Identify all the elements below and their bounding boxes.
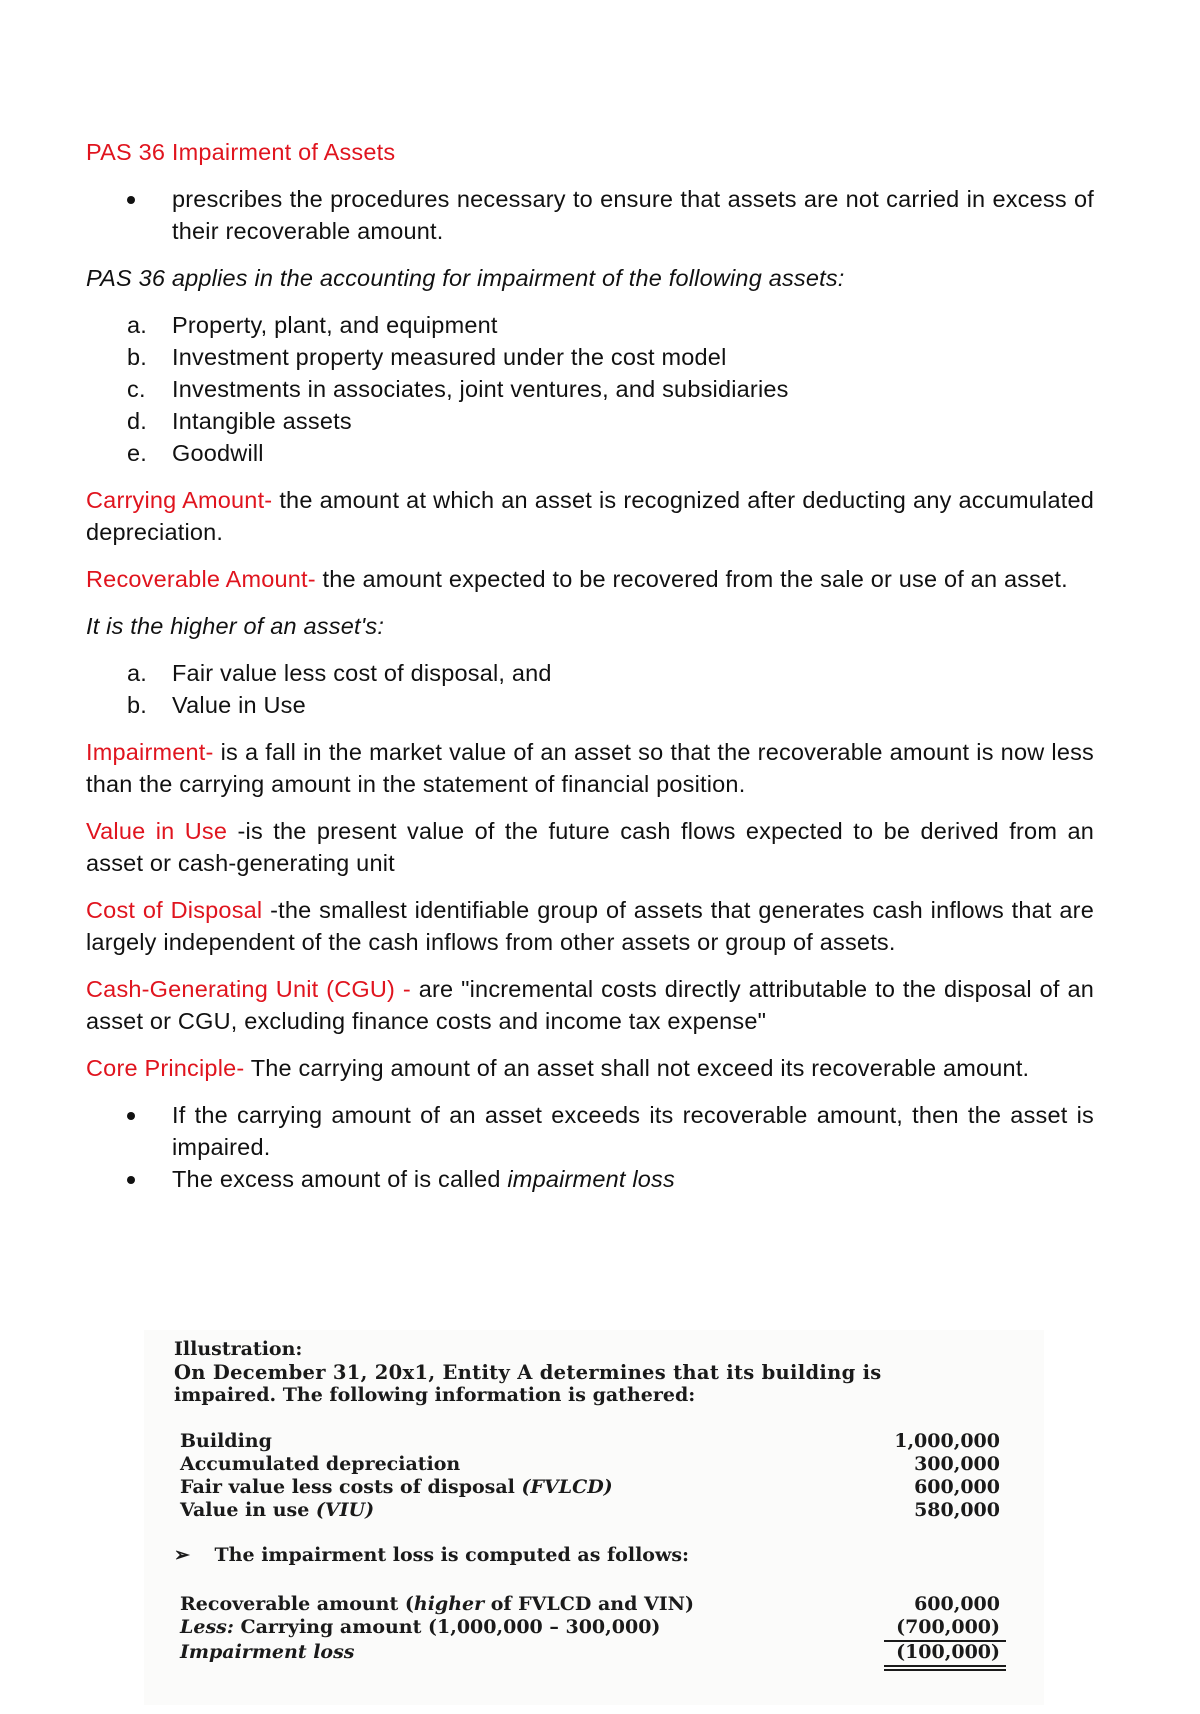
calc-value: (100,000) bbox=[896, 1641, 1000, 1663]
core-bullet-list bbox=[86, 1099, 1094, 1195]
list-marker: e. bbox=[127, 440, 147, 466]
list-marker: d. bbox=[127, 408, 147, 434]
definition-value-in-use bbox=[86, 815, 1094, 879]
arrow-bullet-icon: ➢ bbox=[174, 1544, 190, 1566]
term: Cash-Generating Unit (CGU) - bbox=[86, 976, 411, 1002]
info-row bbox=[180, 1453, 1000, 1476]
info-label: Accumulated depreciation bbox=[180, 1453, 461, 1475]
definition-text: The carrying amount of an asset shall not exceed its recoverable amount. bbox=[244, 1055, 1030, 1081]
list-text: Value in Use bbox=[172, 692, 306, 718]
calc-label-italic: Less: bbox=[180, 1616, 234, 1638]
computed-line bbox=[174, 1544, 689, 1567]
calc-label-part: Carrying amount (1,000,000 – 300,000) bbox=[233, 1616, 661, 1638]
info-value: 580,000 bbox=[914, 1499, 1000, 1521]
info-row bbox=[180, 1499, 1000, 1522]
definition-impairment bbox=[86, 736, 1094, 800]
applies-heading: PAS 36 applies in the accounting for impairment of the following assets: bbox=[86, 265, 845, 291]
computed-text: The impairment loss is computed as follows: bbox=[214, 1544, 690, 1566]
definition-cgu bbox=[86, 973, 1094, 1037]
bullet-icon bbox=[127, 1112, 135, 1120]
term: Value in Use bbox=[86, 818, 228, 844]
calc-label bbox=[180, 1641, 355, 1664]
calc-row bbox=[180, 1593, 1000, 1616]
list-item bbox=[86, 657, 1094, 689]
list-text: Investment property measured under the cost model bbox=[172, 344, 727, 370]
core-bullet-text: If the carrying amount of an asset exceeds its recoverable amount, then the asset is impaired. bbox=[172, 1102, 1094, 1160]
definition-carrying-amount bbox=[86, 484, 1094, 548]
info-label-abbr: (FVLCD) bbox=[521, 1476, 613, 1498]
bullet-icon bbox=[127, 1176, 135, 1184]
calc-row bbox=[180, 1641, 1000, 1664]
term: Carrying Amount- bbox=[86, 487, 273, 513]
info-value: 300,000 bbox=[914, 1453, 1000, 1475]
list-marker: a. bbox=[127, 660, 147, 686]
term: Core Principle- bbox=[86, 1055, 245, 1081]
definition-text: -is the present value of the future cash flows expected to be derived from an asset or cash-generating unit bbox=[86, 818, 1094, 876]
list-item bbox=[86, 183, 1094, 247]
calc-value: 600,000 bbox=[914, 1593, 1000, 1615]
list-item bbox=[86, 405, 1094, 437]
core-bullet-italic: impairment loss bbox=[507, 1166, 675, 1192]
list-text: Property, plant, and equipment bbox=[172, 312, 498, 338]
bullet-icon bbox=[127, 196, 135, 204]
list-marker: b. bbox=[127, 344, 147, 370]
definition-text: the amount expected to be recovered from the sale or use of an asset. bbox=[315, 566, 1068, 592]
info-label-main: Fair value less costs of disposal bbox=[180, 1476, 522, 1498]
list-item bbox=[86, 1163, 1094, 1195]
list-item bbox=[86, 437, 1094, 469]
definition-text: are "incremental costs directly attributable to the disposal of an asset or CGU, excluding finance costs and income tax expense" bbox=[86, 976, 1094, 1034]
term: Cost of Disposal bbox=[86, 897, 263, 923]
calc-label-italic: Impairment loss bbox=[180, 1641, 355, 1663]
illustration-heading: Illustration: bbox=[174, 1338, 303, 1360]
info-label-main: Value in use bbox=[180, 1499, 316, 1521]
core-bullet-text: The excess amount of is called bbox=[172, 1166, 508, 1192]
info-row bbox=[180, 1476, 1000, 1499]
calc-row bbox=[180, 1616, 1000, 1639]
list-item bbox=[86, 341, 1094, 373]
term: Impairment- bbox=[86, 739, 214, 765]
applies-list bbox=[86, 309, 1094, 469]
definition-text: is a fall in the market value of an asset so that the recoverable amount is now less than the carrying amount in the statement of financial position. bbox=[86, 739, 1094, 797]
list-item bbox=[86, 373, 1094, 405]
calc-label bbox=[180, 1616, 660, 1639]
calc-label-part: of FVLCD and VIN) bbox=[484, 1593, 694, 1615]
info-value: 600,000 bbox=[914, 1476, 1000, 1498]
calc-label-part: Recoverable amount ( bbox=[180, 1593, 414, 1615]
list-text: Fair value less cost of disposal, and bbox=[172, 660, 552, 686]
info-row bbox=[180, 1430, 1000, 1453]
list-text: Investments in associates, joint ventures, and subsidiaries bbox=[172, 376, 789, 402]
calc-value: (700,000) bbox=[896, 1616, 1000, 1638]
list-item bbox=[86, 309, 1094, 341]
intro-bullet-text: prescribes the procedures necessary to ensure that assets are not carried in excess of their recoverable amount. bbox=[172, 186, 1094, 244]
illustration-line-1: On December 31, 20x1, Entity A determines that its building is bbox=[174, 1361, 882, 1384]
calc-label bbox=[180, 1593, 694, 1616]
document-body bbox=[86, 136, 1094, 1210]
definition-recoverable-amount bbox=[86, 563, 1094, 595]
info-label: Building bbox=[180, 1430, 272, 1452]
illustration-image bbox=[144, 1330, 1044, 1705]
list-marker: a. bbox=[127, 312, 147, 338]
higher-list bbox=[86, 657, 1094, 721]
definition-text: -the smallest identifiable group of assets that generates cash inflows that are largely independent of the cash inflows from other assets or group of assets. bbox=[86, 897, 1094, 955]
double-underline-top bbox=[884, 1665, 1006, 1667]
list-marker: b. bbox=[127, 692, 147, 718]
higher-heading: It is the higher of an asset's: bbox=[86, 613, 385, 639]
info-label bbox=[180, 1476, 613, 1499]
term: Recoverable Amount- bbox=[86, 566, 316, 592]
list-text: Goodwill bbox=[172, 440, 264, 466]
list-item bbox=[86, 689, 1094, 721]
info-value: 1,000,000 bbox=[894, 1430, 1000, 1452]
intro-bullet-list bbox=[86, 183, 1094, 247]
definition-text: the amount at which an asset is recognized after deducting any accumulated depreciation. bbox=[86, 487, 1094, 545]
info-label bbox=[180, 1499, 374, 1522]
list-text: Intangible assets bbox=[172, 408, 352, 434]
list-marker: c. bbox=[127, 376, 146, 402]
definition-core-principle bbox=[86, 1052, 1094, 1084]
definition-cost-of-disposal bbox=[86, 894, 1094, 958]
list-item bbox=[86, 1099, 1094, 1163]
double-underline-bottom bbox=[884, 1669, 1006, 1671]
document-title: PAS 36 Impairment of Assets bbox=[86, 139, 396, 165]
calc-label-italic: higher bbox=[413, 1593, 485, 1615]
illustration-line-2: impaired. The following information is gathered: bbox=[174, 1384, 696, 1406]
info-label-abbr: (VIU) bbox=[315, 1499, 375, 1521]
